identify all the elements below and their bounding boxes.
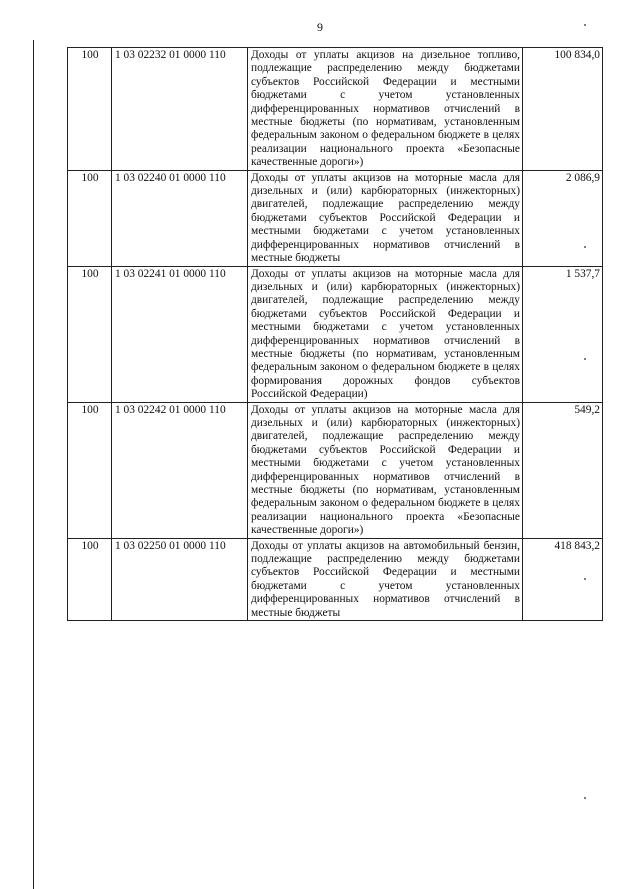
amount-cell: 549,2 (523, 402, 603, 538)
revenue-name-cell: Доходы от уплаты акцизов на моторные масла для дизельных и (или) карбюраторных (инжекторных) двигателей, подлежащие распределению между бюджетами субъектов Российской Федерации и местными бюджетами с учетом установленных дифференцированных нормативов отчислений в местные бюджеты (по нормативам, установленным федеральным законом о федеральном бюджете в целях реализации национального проекта «Безопасные качественные дороги») (248, 402, 523, 538)
revenue-table (67, 47, 603, 621)
table-row (68, 266, 603, 402)
admin-code-cell: 100 (68, 538, 112, 620)
scan-speck (584, 246, 586, 248)
table-row (68, 48, 603, 171)
admin-code-cell: 100 (68, 48, 112, 171)
binding-margin-line (33, 40, 34, 889)
amount-cell: 2 086,9 (523, 170, 603, 266)
budget-code-cell: 1 03 02232 01 0000 110 (112, 48, 248, 171)
admin-code-cell: 100 (68, 402, 112, 538)
table-row (68, 170, 603, 266)
scan-speck (584, 797, 586, 799)
budget-code-cell: 1 03 02250 01 0000 110 (112, 538, 248, 620)
revenue-name-cell: Доходы от уплаты акцизов на автомобильный бензин, подлежащие распределению между бюджетами субъектов Российской Федерации и местными бюджетами с учетом установленных дифференцированных нормативов отчислений в местные бюджеты (248, 538, 523, 620)
revenue-name-cell: Доходы от уплаты акцизов на моторные масла для дизельных и (или) карбюраторных (инжекторных) двигателей, подлежащие распределению между бюджетами субъектов Российской Федерации и местными бюджетами с учетом установленных дифференцированных нормативов отчислений в местные бюджеты (по нормативам, установленным федеральным законом о федеральном бюджете в целях формирования дорожных фондов субъектов Российской Федерации) (248, 266, 523, 402)
admin-code-cell: 100 (68, 266, 112, 402)
admin-code-cell: 100 (68, 170, 112, 266)
budget-code-cell: 1 03 02240 01 0000 110 (112, 170, 248, 266)
table-row (68, 538, 603, 620)
scan-speck (584, 358, 586, 360)
budget-code-cell: 1 03 02242 01 0000 110 (112, 402, 248, 538)
table-row (68, 402, 603, 538)
scan-speck (584, 24, 586, 26)
page-number: 9 (317, 20, 323, 34)
amount-cell: 100 834,0 (523, 48, 603, 171)
scan-speck (584, 578, 586, 580)
revenue-name-cell: Доходы от уплаты акцизов на дизельное топливо, подлежащие распределению между бюджетами субъектов Российской Федерации и местными бюджетами с учетом установленных дифференцированных нормативов отчислений в местные бюджеты (по нормативам, установленным федеральным законом о федеральном бюджете в целях реализации национального проекта «Безопасные качественные дороги») (248, 48, 523, 171)
revenue-name-cell: Доходы от уплаты акцизов на моторные масла для дизельных и (или) карбюраторных (инжекторных) двигателей, подлежащие распределению между бюджетами субъектов Российской Федерации и местными бюджетами с учетом установленных дифференцированных нормативов отчислений в местные бюджеты (248, 170, 523, 266)
amount-cell: 418 843,2 (523, 538, 603, 620)
amount-cell: 1 537,7 (523, 266, 603, 402)
budget-code-cell: 1 03 02241 01 0000 110 (112, 266, 248, 402)
